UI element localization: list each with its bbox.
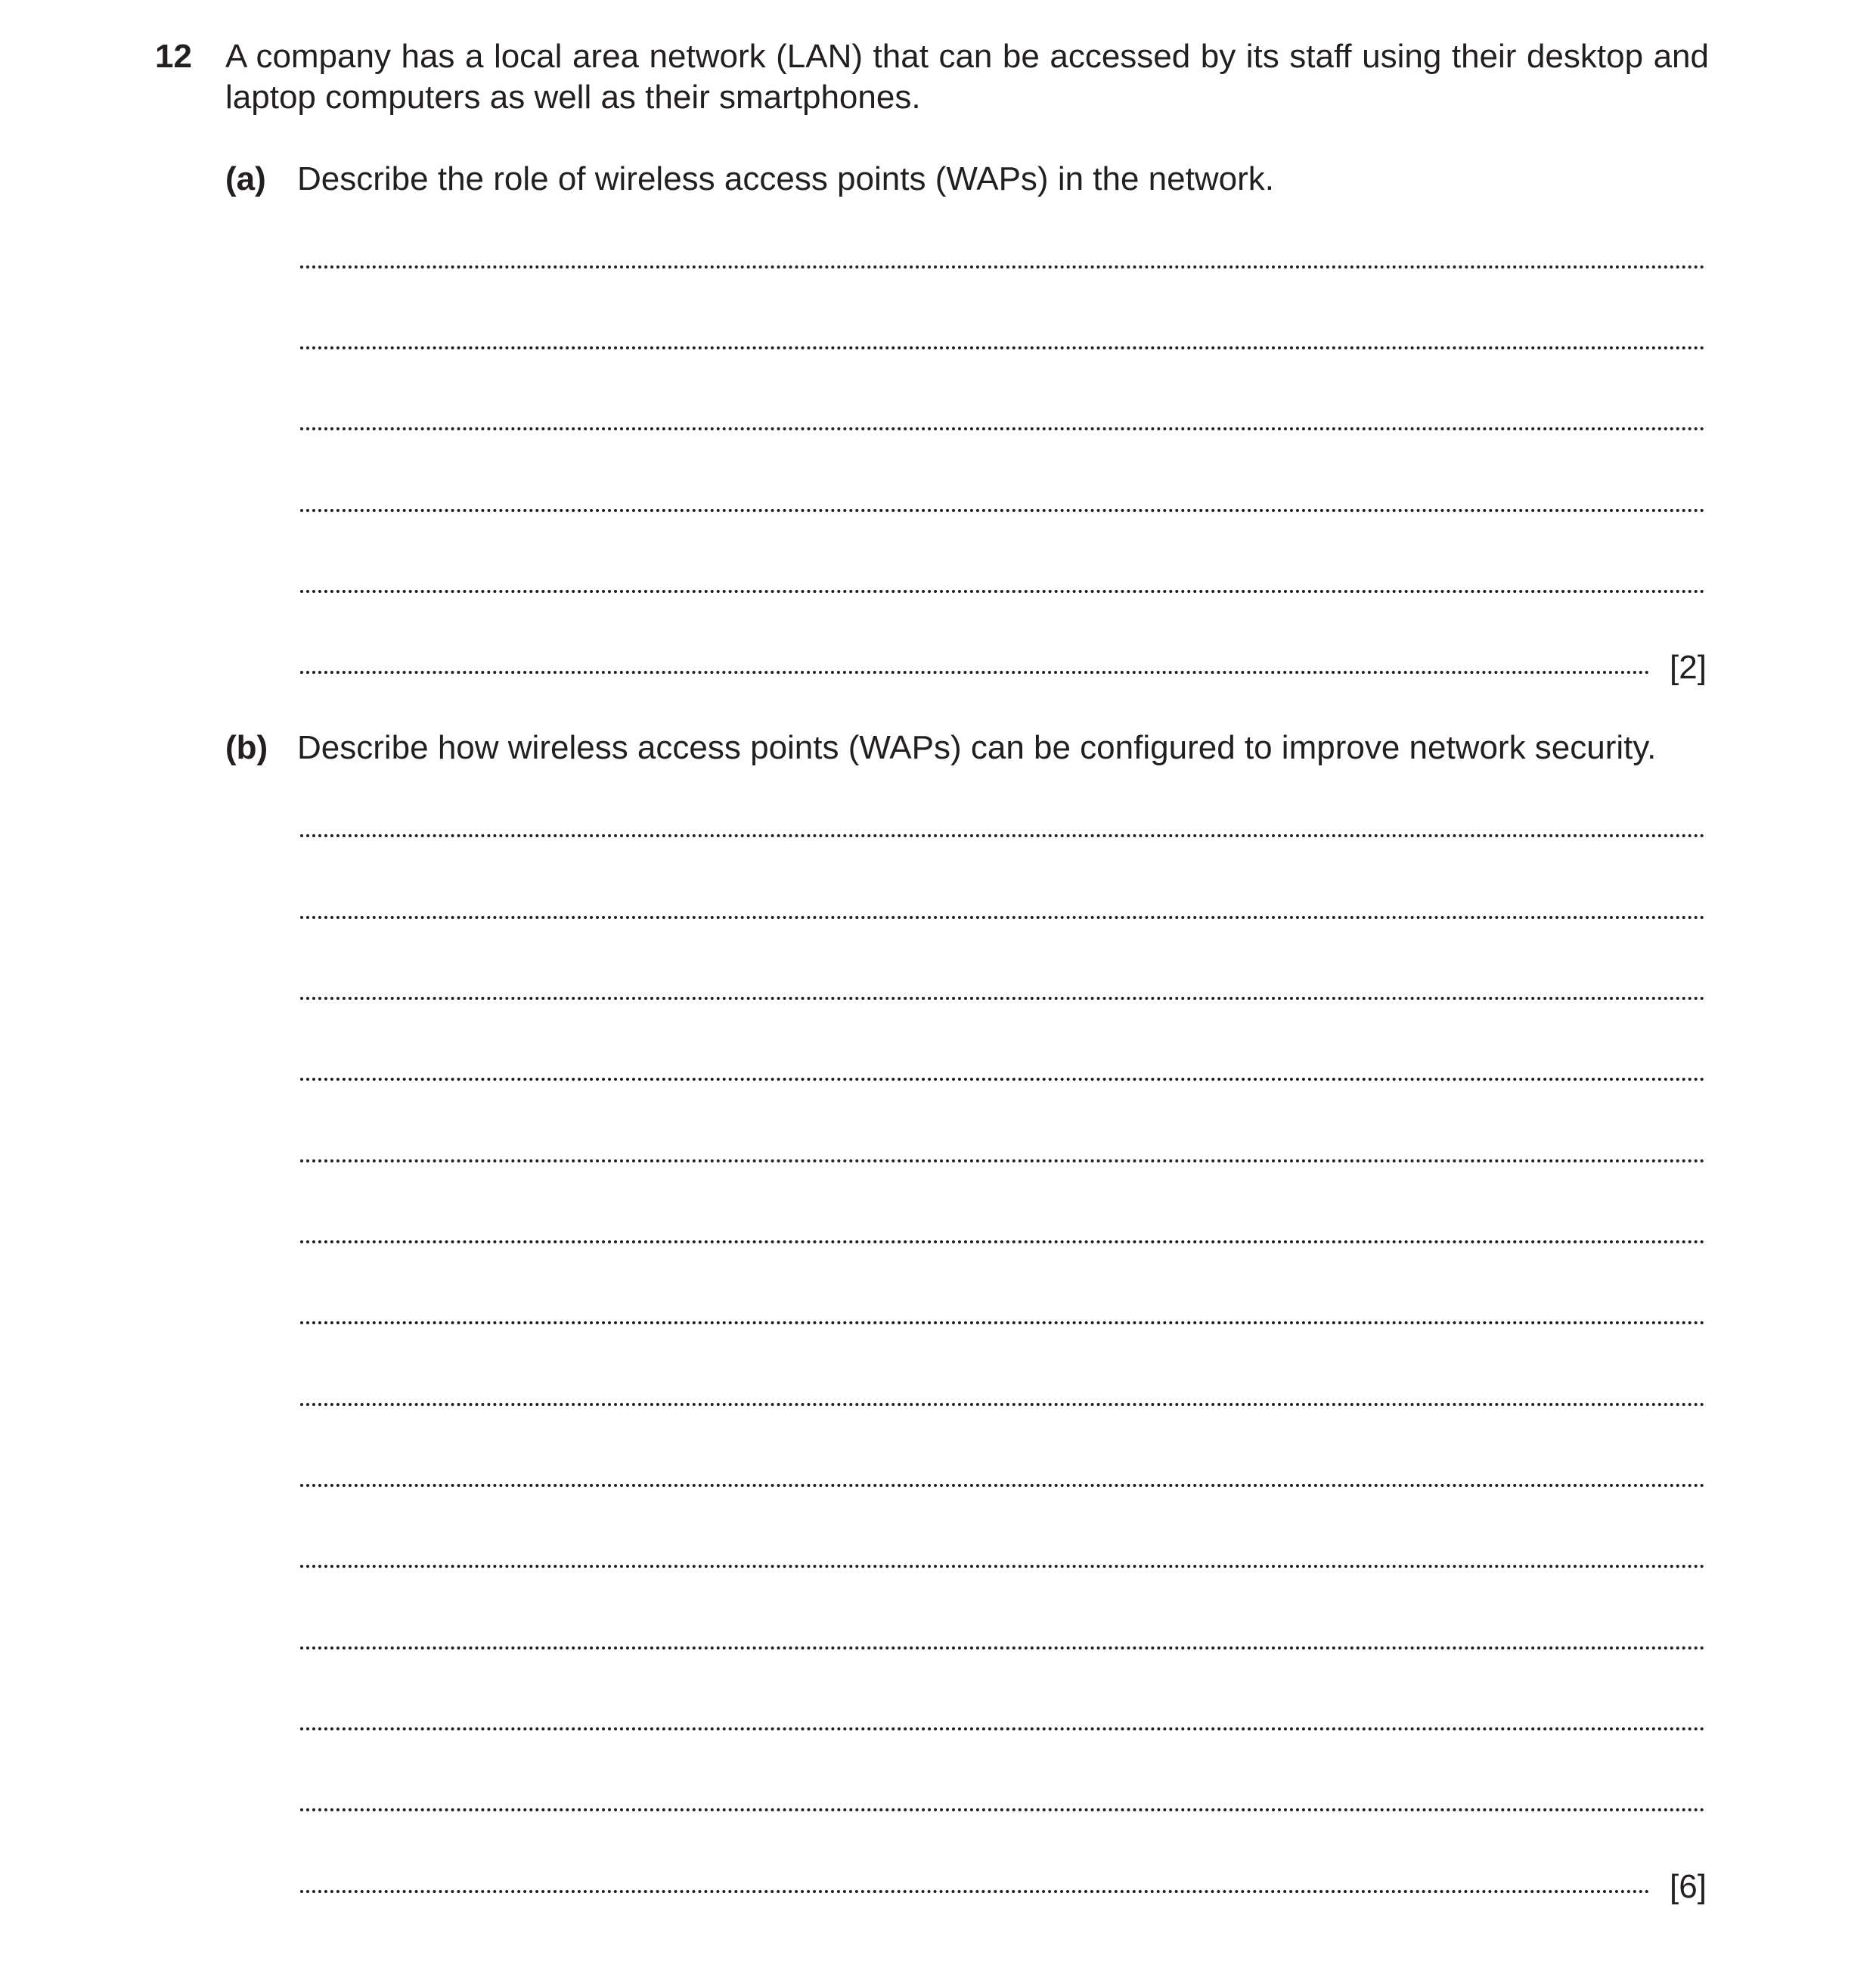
part-b-answer-line-10[interactable] bbox=[300, 1565, 1705, 1568]
part-b-answer-line-14[interactable] bbox=[300, 1890, 1650, 1893]
question-stem: A company has a local area network (LAN) that can be accessed by its staff using their desktop and laptop computers as well as their smartphones. bbox=[225, 38, 1709, 116]
part-b-label: (b) bbox=[225, 729, 268, 766]
part-b-answer-line-13[interactable] bbox=[300, 1808, 1705, 1811]
part-a-answer-line-3[interactable] bbox=[300, 427, 1705, 430]
question-number: 12 bbox=[155, 38, 192, 75]
part-a-answer-line-6[interactable] bbox=[300, 671, 1650, 674]
part-b-answer-line-9[interactable] bbox=[300, 1484, 1705, 1487]
part-b-answer-line-7[interactable] bbox=[300, 1321, 1705, 1324]
part-a-marks: [2] bbox=[1670, 649, 1707, 686]
part-a-answer-line-1[interactable] bbox=[300, 265, 1705, 268]
part-a-label: (a) bbox=[225, 160, 266, 197]
part-b-answer-line-11[interactable] bbox=[300, 1646, 1705, 1649]
part-a-answer-line-5[interactable] bbox=[300, 590, 1705, 593]
part-a-answer-line-2[interactable] bbox=[300, 346, 1705, 349]
part-b-answer-line-2[interactable] bbox=[300, 916, 1705, 919]
part-b-answer-line-4[interactable] bbox=[300, 1078, 1705, 1081]
part-a-text: Describe the role of wireless access points (WAPs) in the network. bbox=[297, 160, 1274, 197]
part-b-answer-line-8[interactable] bbox=[300, 1403, 1705, 1406]
part-b-answer-line-5[interactable] bbox=[300, 1159, 1705, 1162]
part-b-answer-line-12[interactable] bbox=[300, 1727, 1705, 1730]
part-b-text: Describe how wireless access points (WAPs) can be configured to improve network security. bbox=[297, 729, 1657, 766]
part-b-answer-line-3[interactable] bbox=[300, 997, 1705, 1000]
part-a-answer-line-4[interactable] bbox=[300, 509, 1705, 512]
part-b-answer-line-1[interactable] bbox=[300, 834, 1705, 837]
part-b-marks: [6] bbox=[1670, 1868, 1707, 1905]
part-b-answer-line-6[interactable] bbox=[300, 1240, 1705, 1243]
